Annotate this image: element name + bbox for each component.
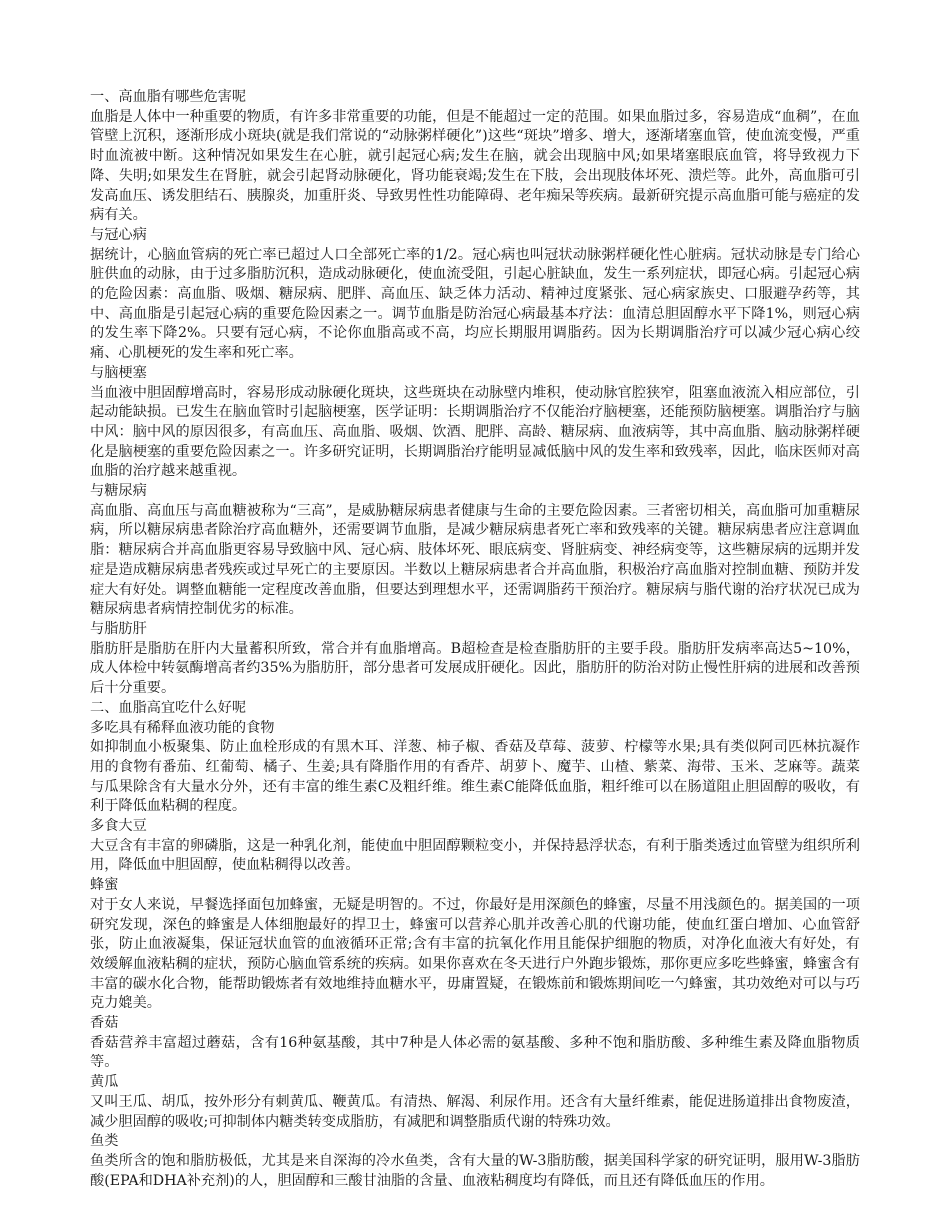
section-heading: 与冠心病: [90, 226, 147, 243]
paragraph: 血脂是人体中一种重要的物质，有许多非常重要的功能，但是不能超过一定的范围。如果血脂过多，容易造成“血稠”，在血管壁上沉积，逐渐形成小斑块(就是我们常说的“动脉粥样硬化”)这些“斑块”增多、增大，逐渐堵塞血管，使血流变慢，严重时血流被中断。这种情况如果发生在心脏，就引起冠心病;发生在脑，就会出现脑中风;如果堵塞眼底血管，将导致视力下降、失明;如果发生在肾脏，就会引起肾动脉硬化，肾功能衰竭;发生在下肢，会出现肢体坏死、溃烂等。此外，高血脂可引发高血压、诱发胆结石、胰腺炎，加重肝炎、导致男性性功能障碍、老年痴呆等疾病。最新研究提示高血脂可能与癌症的发病有关。: [90, 108, 860, 224]
paragraph: 大豆含有丰富的卵磷脂，这是一种乳化剂，能使血中胆固醇颗粒变小，并保持悬浮状态，有利于脂类透过血管壁为组织所利用，降低血中胆固醇，使血粘稠得以改善。: [90, 837, 860, 874]
section-heading: 多食大豆: [90, 818, 147, 835]
section-heading: 二、血脂高宜吃什么好呢: [90, 699, 247, 716]
section-heading: 一、高血脂有哪些危害呢: [90, 89, 247, 105]
section-heading: 香菇: [90, 1015, 119, 1032]
paragraph: 对于女人来说，早餐选择面包加蜂蜜，无疑是明智的。不过，你最好是用深颜色的蜂蜜，尽量不用浅颜色的。据美国的一项研究发现，深色的蜂蜜是人体细胞最好的捍卫士，蜂蜜可以营养心肌并改善心肌的代谢功能，使血红蛋白增加、心血管舒张，防止血液凝集，保证冠状血管的血液循环正常;含有丰富的抗氧化作用且能保护细胞的物质，对净化血液大有好处，有效缓解血液粘稠的症状，预防心脑血管系统的疾病。如果你喜欢在冬天进行户外跑步锻炼，那你更应多吃些蜂蜜，蜂蜜含有丰富的碳水化合物，能帮助锻炼者有效地维持血糖水平，毋庸置疑，在锻炼前和锻炼期间吃一勺蜂蜜，其功效绝对可以与巧克力媲美。: [90, 896, 860, 1012]
section-heading: 鱼类: [90, 1133, 119, 1150]
document-body: [90, 88, 860, 1191]
section-heading: 蜂蜜: [90, 877, 119, 894]
section-heading: 黄瓜: [90, 1074, 119, 1091]
paragraph: 高血脂、高血压与高血糖被称为“三高”，是威胁糖尿病患者健康与生命的主要危险因素。三者密切相关，高血脂可加重糖尿病，所以糖尿病患者除治疗高血糖外，还需要调节血脂，是减少糖尿病患者死亡率和致残率的关键。糖尿病患者应注意调血脂：糖尿病合并高血脂更容易导致脑中风、冠心病、肢体坏死、眼底病变、肾脏病变、神经病变等，这些糖尿病的远期并发症是造成糖尿病患者残疾或过早死亡的主要原因。半数以上糖尿病患者合并高血脂，积极治疗高血脂对控制血糖、预防并发症大有好处。调整血糖能一定程度改善血脂，但要达到理想水平，还需调脂药干预治疗。糖尿病与脂代谢的治疗状况已成为糖尿病患者病情控制优劣的标准。: [90, 502, 860, 618]
section-heading: 与糖尿病: [90, 483, 147, 500]
paragraph: 据统计，心脑血管病的死亡率已超过人口全部死亡率的1/2。冠心病也叫冠状动脉粥样硬化性心脏病。冠状动脉是专门给心脏供血的动脉，由于过多脂肪沉积，造成动脉硬化，使血流受阻，引起心脏缺血，发生一系列症状，即冠心病。引起冠心病的危险因素：高血脂、吸烟、糖尿病、肥胖、高血压、缺乏体力活动、精神过度紧张、冠心病家族史、口服避孕药等，其中、高血脂是引起冠心病的重要危险因素之一。调节血脂是防治冠心病最基本疗法：血清总胆固醇水平下降1%，则冠心病的发生率下降2%。只要有冠心病，不论你血脂高或不高，均应长期服用调脂药。因为长期调脂治疗可以减少冠心病心绞痛、心肌梗死的发生率和死亡率。: [90, 246, 860, 362]
paragraph: 如抑制血小板聚集、防止血栓形成的有黑木耳、洋葱、柿子椒、香菇及草莓、菠萝、柠檬等水果;具有类似阿司匹林抗凝作用的食物有番茄、红葡萄、橘子、生姜;具有降脂作用的有香芹、胡萝卜、魔芋、山楂、紫菜、海带、玉米、芝麻等。蔬菜与瓜果除含有大量水分外，还有丰富的维生素C及粗纤维。维生素C能降低血脂，粗纤维可以在肠道阻止胆固醇的吸收，有利于降低血粘稠的程度。: [90, 739, 860, 815]
paragraph: 脂肪肝是脂肪在肝内大量蓄积所致，常合并有血脂增高。B超检查是检查脂肪肝的主要手段。脂肪肝发病率高达5~10%，成人体检中转氨酶增高者约35%为脂肪肝，部分患者可发展成肝硬化。因此，脂肪肝的防治对防止慢性肝病的进展和改善预后十分重要。: [90, 640, 860, 697]
paragraph: 当血液中胆固醇增高时，容易形成动脉硬化斑块，这些斑块在动脉壁内堆积，使动脉官腔狭窄，阻塞血液流入相应部位，引起动能缺损。已发生在脑血管时引起脑梗塞，医学证明：长期调脂治疗不仅能治疗脑梗塞，还能预防脑梗塞。调脂治疗与脑中风：脑中风的原因很多，有高血压、高血脂、吸烟、饮酒、肥胖、高龄、糖尿病、血液病等，其中高血脂、脑动脉粥样硬化是脑梗塞的重要危险因素之一。许多研究证明，长期调脂治疗能明显减低脑中风的发生率和致残率，因此，临床医师对高血脂的治疗越来越重视。: [90, 384, 860, 480]
section-heading: 与脑梗塞: [90, 364, 147, 381]
section-heading: 多吃具有稀释血液功能的食物: [90, 719, 275, 736]
paragraph: 鱼类所含的饱和脂肪极低，尤其是来自深海的冷水鱼类，含有大量的W-3脂肪酸，据美国科学家的研究证明，服用W-3脂肪酸(EPA和DHA补充剂)的人，胆固醇和三酸甘油脂的含量、血液粘稠度均有降低，而且还有降低血压的作用。: [90, 1152, 860, 1189]
paragraph: 香菇营养丰富超过蘑菇，含有16种氨基酸，其中7种是人体必需的氨基酸、多种不饱和脂肪酸、多种维生素及降血脂物质等。: [90, 1034, 860, 1071]
section-heading: 与脂肪肝: [90, 620, 147, 637]
paragraph: 又叫王瓜、胡瓜，按外形分有刺黄瓜、鞭黄瓜。有清热、解渴、利尿作用。还含有大量纤维素，能促进肠道排出食物废渣，减少胆固醇的吸收;可抑制体内糖类转变成脂肪，有减肥和调整脂质代谢的特殊功效。: [90, 1093, 860, 1130]
